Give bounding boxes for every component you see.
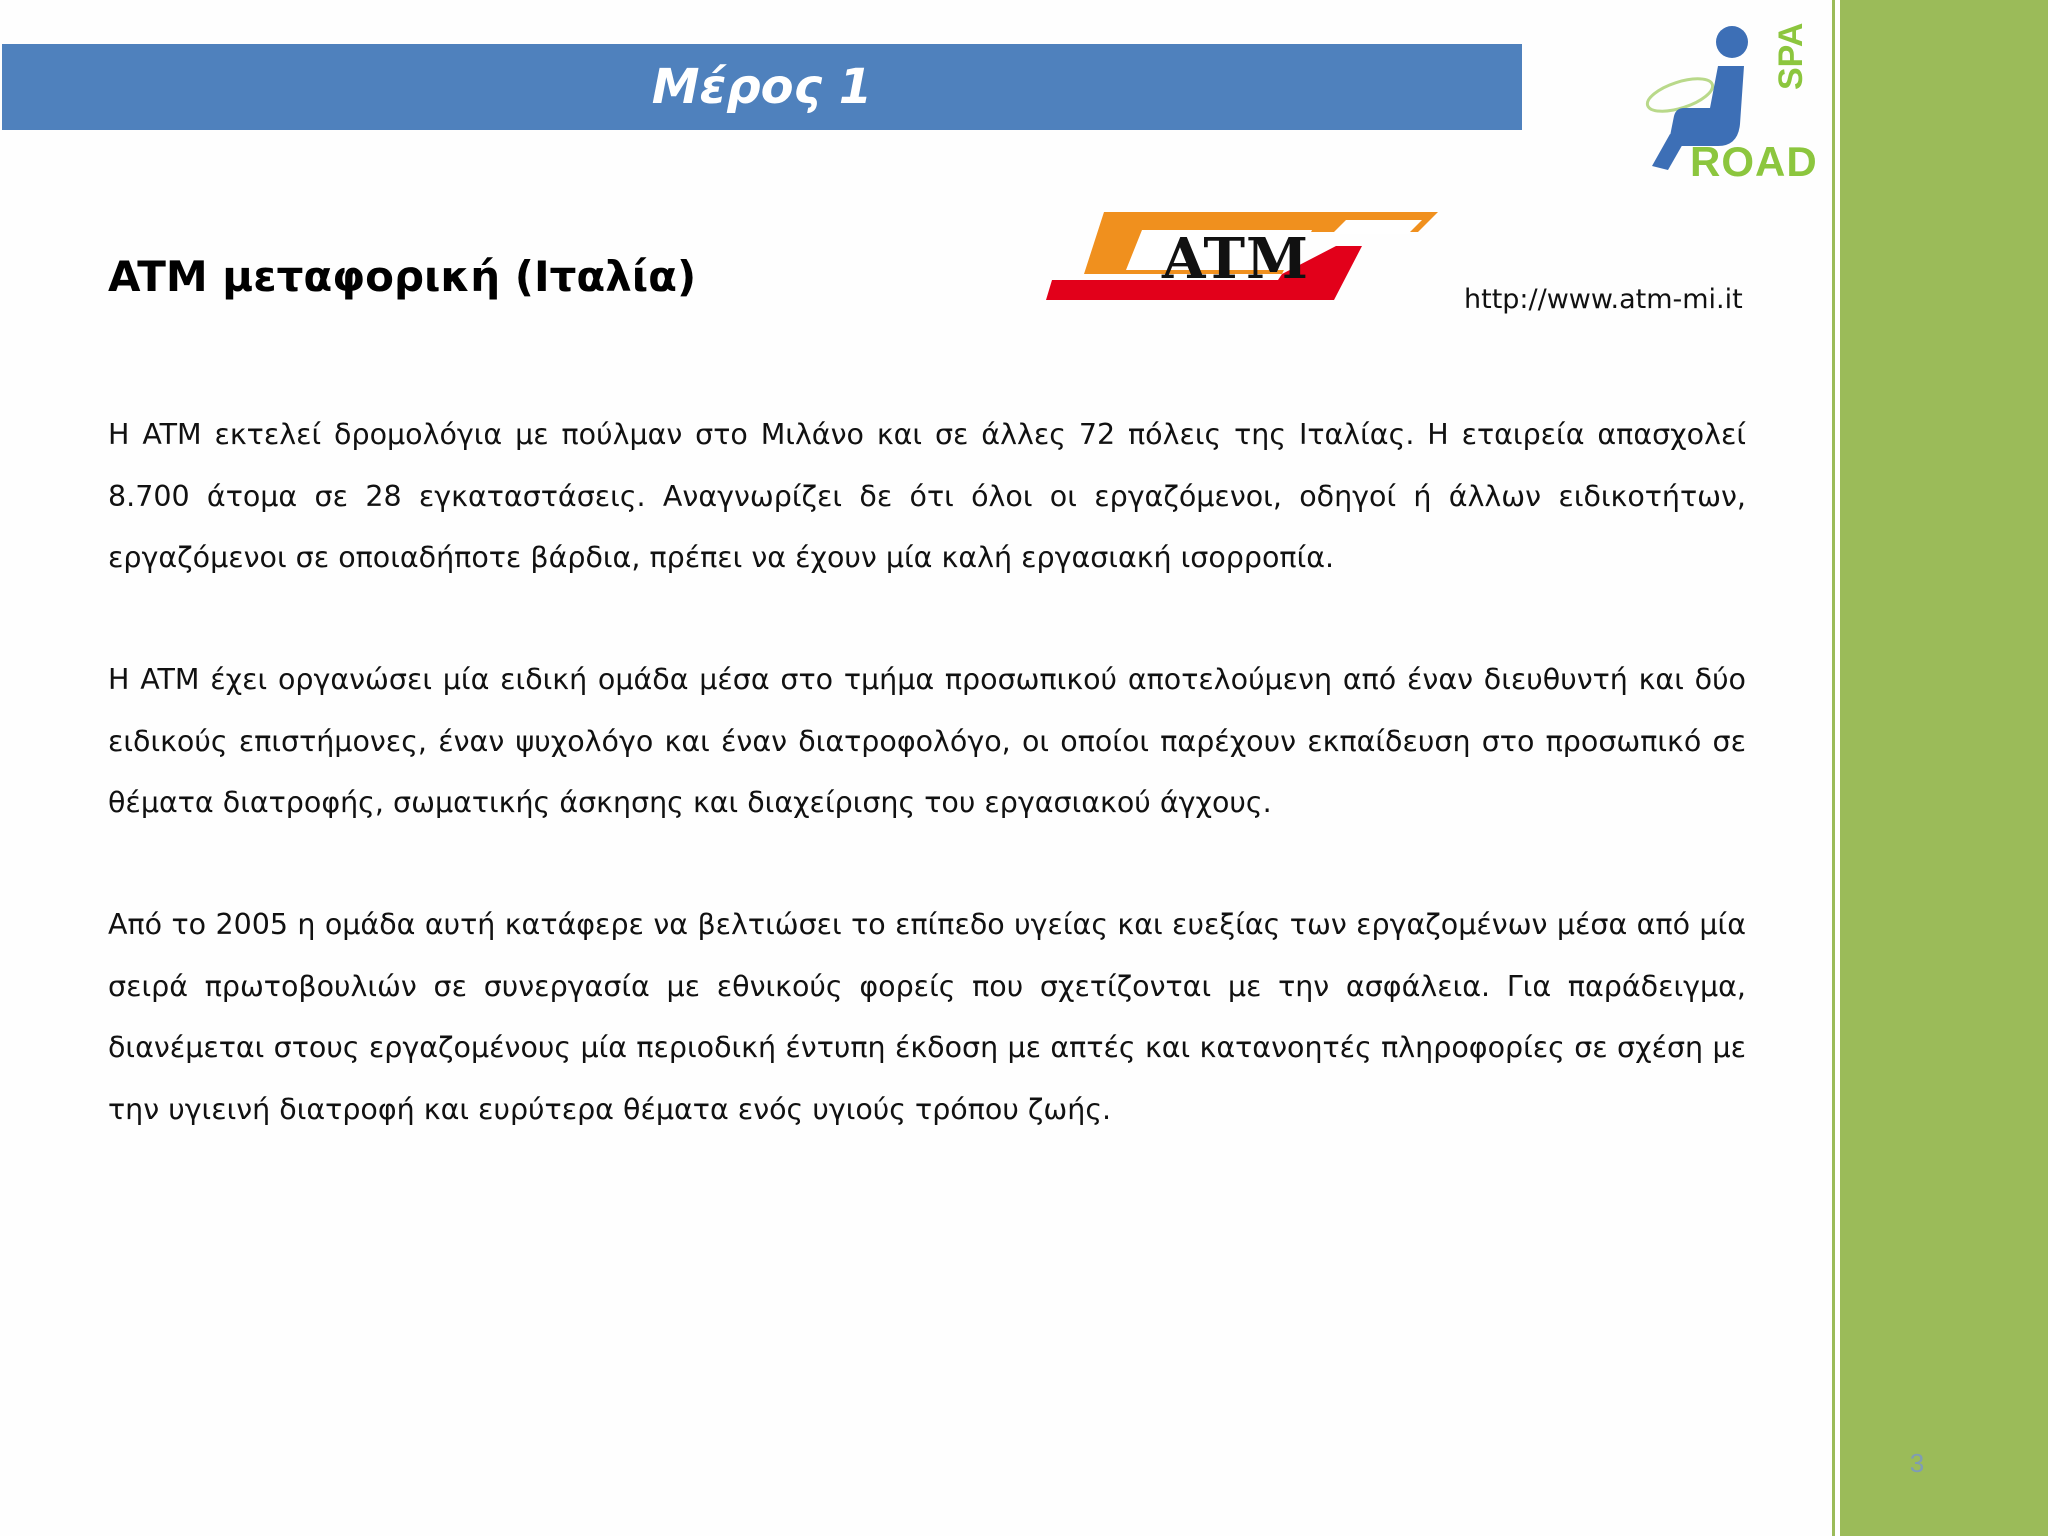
- paragraph-3: Από το 2005 η ομάδα αυτή κατάφερε να βελτιώσει το επίπεδο υγείας και ευεξίας των εργαζομένων μέσα από μία σειρά πρωτοβουλιών σε συνεργασία με εθνικούς φορείς που σχετίζονται με την ασφάλεια. Για παράδειγμα, διανέμεται στους εργαζομένους μία περιοδική έντυπη έκδοση με απτές και κατανοητές πληροφορίες σε σχέση με την υγιεινή διατροφή και ευρύτερα θέματα ενός υγιούς τρόπου ζωής.: [108, 908, 1746, 1126]
- page-number: 3: [1909, 1448, 1925, 1478]
- atm-logo-word: ATM: [1162, 226, 1310, 292]
- page-title: Μέρος 1: [651, 59, 873, 115]
- section-heading: ATM μεταφορική (Ιταλία): [108, 252, 697, 301]
- road-spa-logo: [1640, 20, 1820, 190]
- atm-logo: [1046, 208, 1442, 318]
- road-spa-logo-word: ROAD: [1690, 138, 1818, 185]
- paragraph-2: Η ATM έχει οργανώσει μία ειδική ομάδα μέσα στο τμήμα προσωπικού αποτελούμενη από έναν διευθυντή και δύο ειδικούς επιστήμονες, έναν ψυχολόγο και έναν διατροφολόγο, οι οποίοι παρέχουν εκπαίδευση στο προσωπικό σε θέματα διατροφής, σωματικής άσκησης και διαχείρισης του εργασιακού άγχους.: [108, 663, 1746, 819]
- side-accent-bar: [1836, 0, 2048, 1536]
- paragraph-1: Η ATM εκτελεί δρομολόγια με πούλμαν στο Μιλάνο και σε άλλες 72 πόλεις της Ιταλίας. Η εταιρεία απασχολεί 8.700 άτομα σε 28 εγκαταστάσεις. Αναγνωρίζει δε ότι όλοι οι εργαζόμενοι, οδηγοί ή άλλων ειδικοτήτων, εργαζόμενοι σε οποιαδήποτε βάρδια, πρέπει να έχουν μία καλή εργασιακή ισορροπία.: [108, 418, 1746, 574]
- atm-website-link[interactable]: http://www.atm-mi.it: [1464, 284, 1743, 315]
- side-accent-line: [1832, 0, 1835, 1536]
- header-band: [2, 44, 1522, 130]
- road-spa-logo-spa: SPA: [1772, 22, 1810, 90]
